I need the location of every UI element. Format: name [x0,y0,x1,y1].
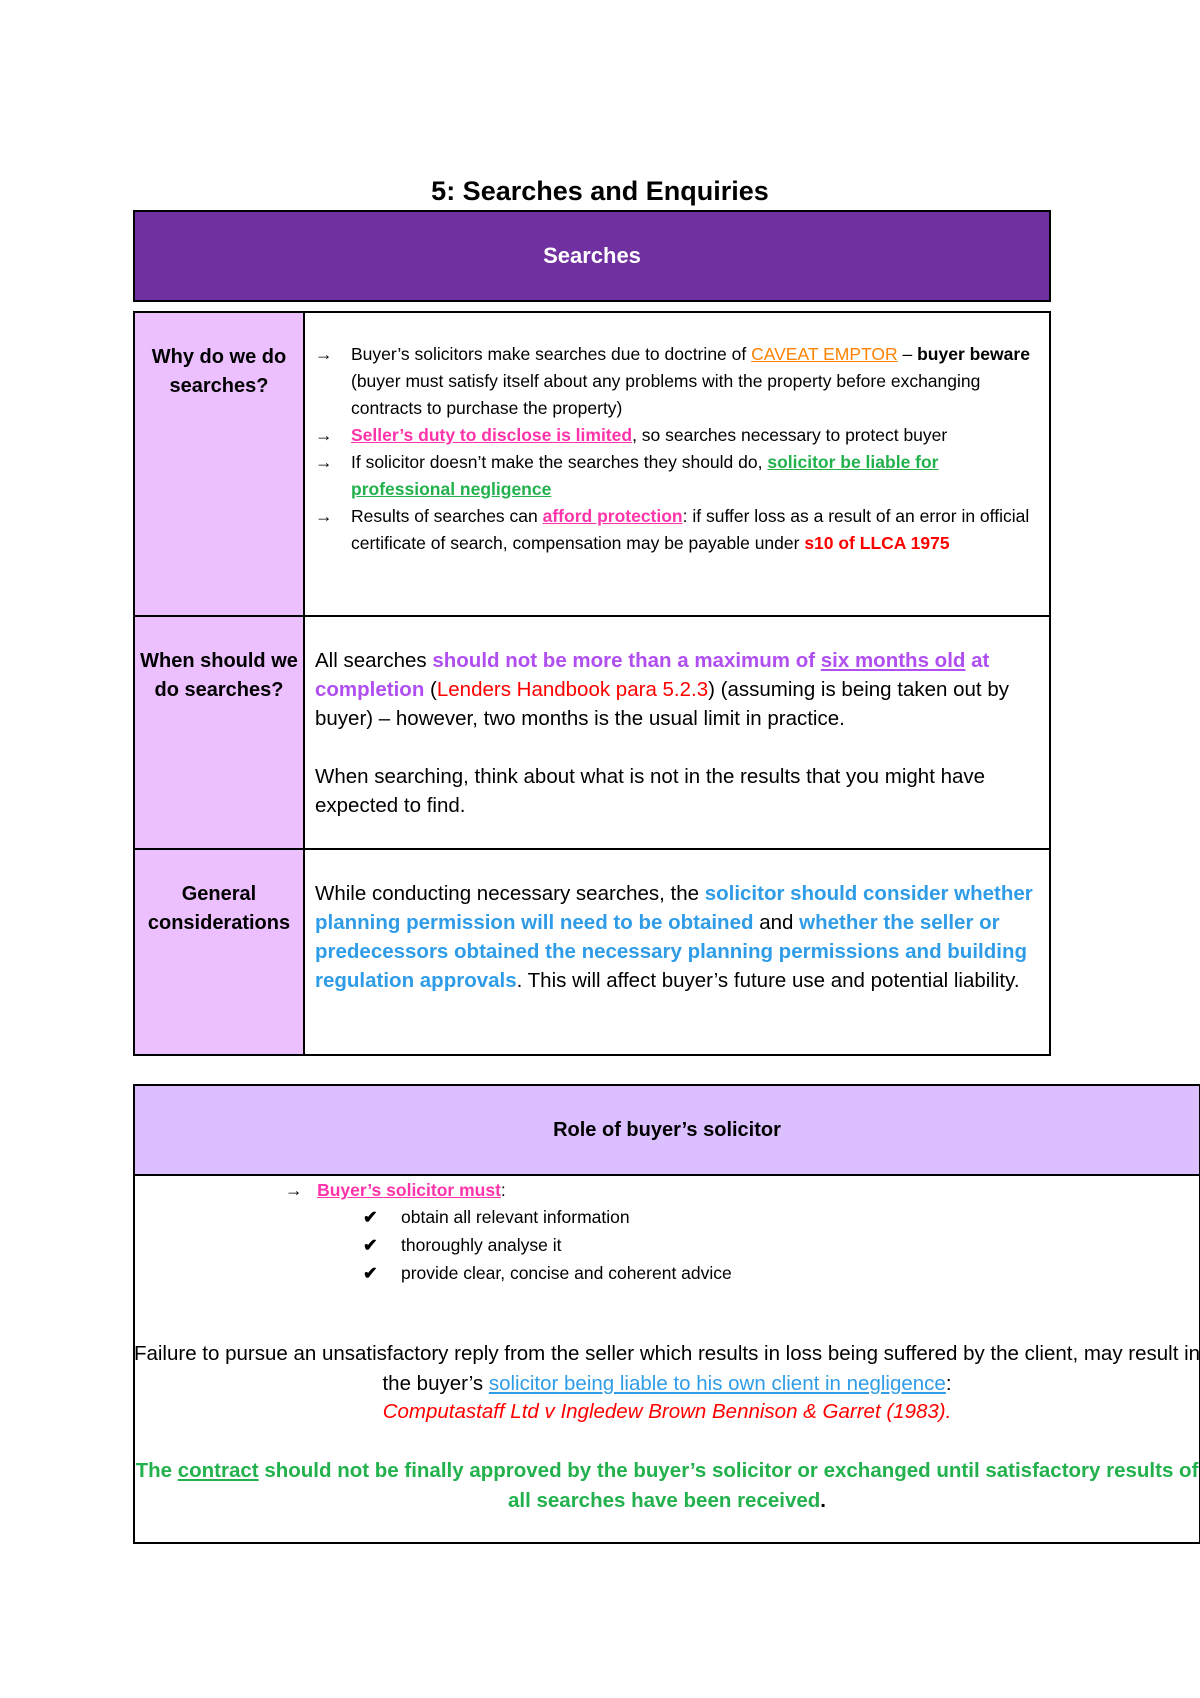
arrow-icon: → [285,1180,303,1200]
arrow-icon: → [315,344,333,364]
page-title: 5: Searches and Enquiries [431,176,769,206]
searches-header-text: Searches [543,243,641,268]
caveat-emptor: CAVEAT EMPTOR [751,344,898,364]
list-item: ✔ thoroughly analyse it [363,1231,732,1259]
list-item: → Seller’s duty to disclose is limited, so searches necessary to protect buyer [315,422,1037,449]
must-line: → Buyer’s solicitor must: [285,1180,506,1200]
row-why-content [304,312,1050,616]
when-paragraph-2: When searching, think about what is not in the results that you might have expected to find. [315,765,986,817]
row-general-label: General considerations [134,849,304,1055]
when-paragraph-1: All searches should not be more than a maximum of six months old at completion (Lenders Handbook para 5.2.3) (assuming is being taken out by buyer) – however, two months is the usual limit in practice. [315,649,1009,730]
contract-paragraph: The contract should not be finally approved by the buyer’s solicitor or exchanged until satisfactory results of all searches have been received. [135,1459,1199,1512]
list-item: → If solicitor doesn’t make the searches they should do, solicitor be liable for professional negligence [315,449,1037,503]
failure-paragraph: Failure to pursue an unsatisfactory reply from the seller which results in loss being suffered by the client, may result in the buyer’s solicitor being liable to his own client in negligence: [133,1342,1200,1395]
row-general-content [304,849,1050,1055]
row-why [134,312,1050,616]
row-general [134,849,1050,1055]
list-item: → Buyer’s solicitors make searches due to doctrine of CAVEAT EMPTOR – buyer beware (buyer must satisfy itself about any problems with the property before exchanging contracts to purchase the property) [315,341,1037,422]
list-item: → Results of searches can afford protection: if suffer loss as a result of an error in official certificate of search, compensation may be payable under s10 of LLCA 1975 [315,503,1037,557]
checklist [363,1203,732,1287]
role-header-text: Role of buyer’s solicitor [553,1118,781,1141]
arrow-icon: → [315,425,333,445]
general-paragraph: While conducting necessary searches, the solicitor should consider whether planning permission will need to be obtained and whether the seller or predecessors obtained the necessary planning permissions and building regulation approvals. This will affect buyer’s future use and potential liability. [315,882,1033,992]
case-citation: Computastaff Ltd v Ingledew Brown Bennison & Garret (1983). [382,1400,952,1423]
searches-header [133,210,1051,302]
why-bullets [315,341,1037,557]
role-header [133,1084,1200,1176]
row-when-label: When should we do searches? [134,616,304,849]
checkmark-icon: ✔ [363,1263,378,1283]
searches-table [133,311,1051,1056]
row-when-content [304,616,1050,849]
arrow-icon: → [315,506,333,526]
row-why-label: Why do we do searches? [134,312,304,616]
list-item: ✔ obtain all relevant information [363,1203,732,1231]
checkmark-icon: ✔ [363,1235,378,1255]
arrow-icon: → [315,452,333,472]
row-when [134,616,1050,849]
checkmark-icon: ✔ [363,1207,378,1227]
list-item: ✔ provide clear, concise and coherent advice [363,1259,732,1287]
